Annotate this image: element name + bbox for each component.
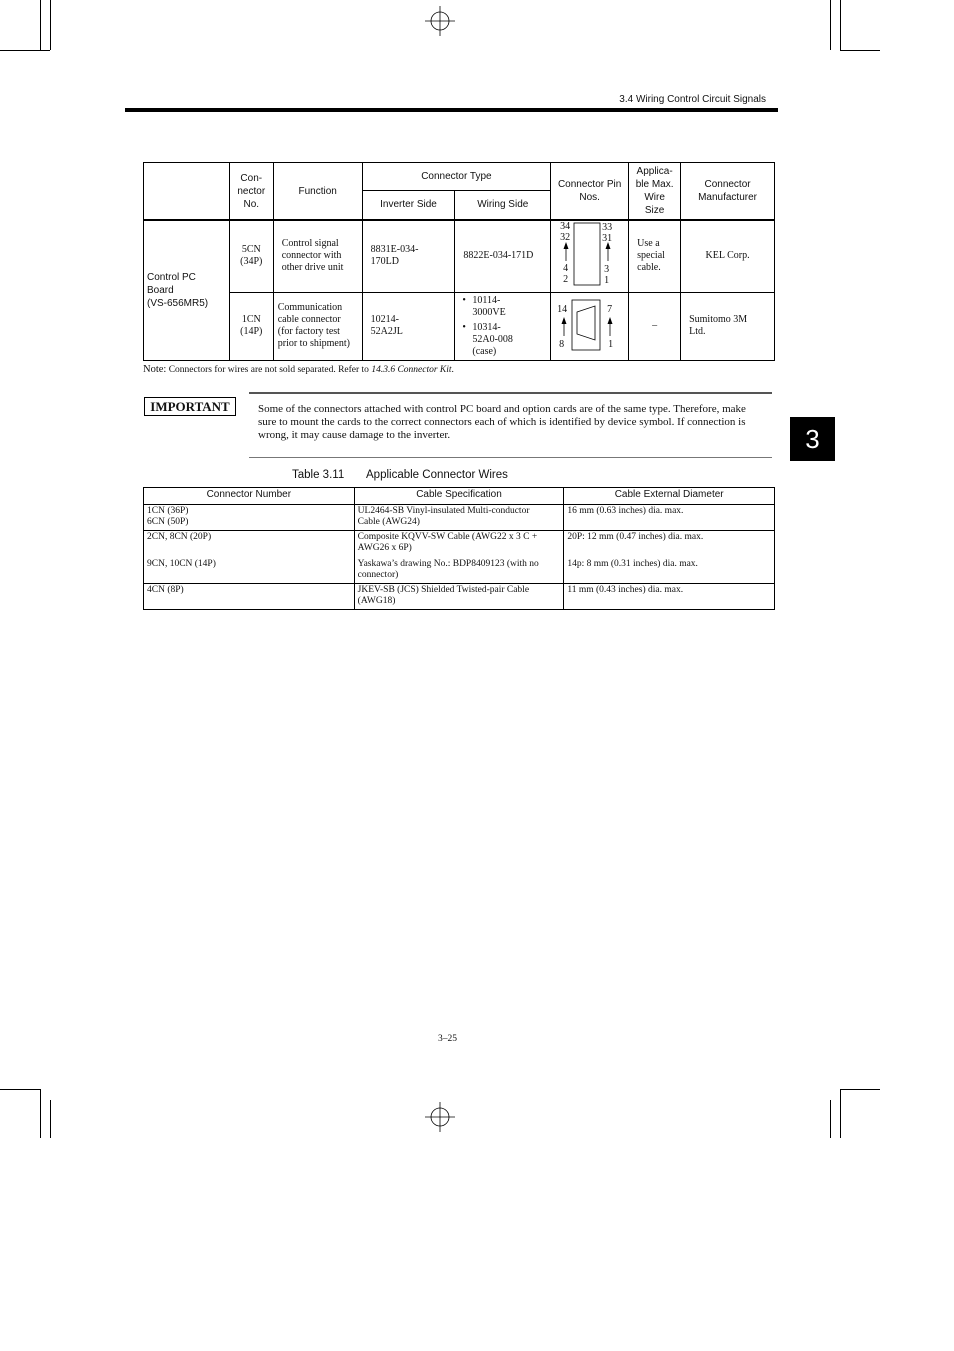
pin-diagram-cell xyxy=(551,292,629,360)
manufacturer-cell: KEL Corp. xyxy=(681,220,775,292)
important-top-rule xyxy=(249,392,772,394)
note-prefix: Note: xyxy=(143,364,167,375)
inverter-side-cell: 10214- 52A2JL xyxy=(362,292,455,360)
pin-label: 31 xyxy=(602,233,613,245)
table-row xyxy=(144,292,775,360)
section-header: 3.4 Wiring Control Circuit Signals xyxy=(619,94,766,105)
pin-label: 14 xyxy=(557,304,568,315)
header-blank xyxy=(144,163,230,221)
header-rule xyxy=(125,108,778,112)
wire-table xyxy=(143,487,775,610)
header-connector-type: Connector Type xyxy=(362,163,551,191)
cable-diameter-cell: 16 mm (0.63 inches) dia. max. xyxy=(564,505,775,531)
registration-mark-bottom xyxy=(425,1102,455,1132)
table-note xyxy=(143,364,454,375)
cable-diameter-cell: 20P: 12 mm (0.47 inches) dia. max. 14p: 8 mm (0.31 inches) dia. max. xyxy=(564,531,775,584)
cable-spec-cell: Composite KQVV-SW Cable (AWG22 x 3 C + AWG26 x 6P) Yaskawa’s drawing No.: BDP8409123 (with no connector) xyxy=(354,531,564,584)
group-label: Control PC Board (VS-656MR5) xyxy=(144,220,230,360)
important-text: Some of the connectors attached with control PC board and option cards are of the same type. Therefore, make sure to mount the cards to the correct connectors each of which is identified by device symbol. If connection is wrong, it may cause damage to the inverter. xyxy=(258,403,746,441)
pin-label: 2 xyxy=(563,274,569,286)
header-max-wire-size: Applica- ble Max. Wire Size xyxy=(629,163,681,221)
header-manufacturer: Connector Manufacturer xyxy=(681,163,775,221)
max-wire-size-cell: – xyxy=(629,292,681,360)
max-wire-size-cell: Use a special cable. xyxy=(629,220,681,292)
header-inverter-side: Inverter Side xyxy=(362,190,455,220)
pin-label: 34 xyxy=(560,221,571,233)
table-row xyxy=(144,531,775,584)
header-function: Function xyxy=(273,163,362,221)
header-connector-number: Connector Number xyxy=(144,488,355,505)
connector-number-cell: 2CN, 8CN (20P) 9CN, 10CN (14P) xyxy=(144,531,355,584)
table-row xyxy=(144,220,775,292)
wiring-side-list xyxy=(461,295,547,358)
header-wiring-side: Wiring Side xyxy=(455,190,551,220)
list-item: • 10114- 3000VE xyxy=(461,295,547,319)
function-cell: Communication cable connector (for factory test prior to shipment) xyxy=(273,292,362,360)
connector-no-cell: 5CN (34P) xyxy=(229,220,273,292)
wiring-side-cell xyxy=(455,292,551,360)
function-cell: Control signal connector with other drive unit xyxy=(273,220,362,292)
header-pin-nos: Connector Pin Nos. xyxy=(551,163,629,221)
pin-label: 4 xyxy=(563,263,569,275)
connector-number-cell: 1CN (36P) 6CN (50P) xyxy=(144,505,355,531)
table-row xyxy=(144,505,775,531)
list-item: • 10314- 52A0-008 (case) xyxy=(461,322,547,358)
connector-table xyxy=(143,162,775,361)
manufacturer-cell: Sumitomo 3M Ltd. xyxy=(681,292,775,360)
chapter-tab: 3 xyxy=(790,417,835,461)
note-end: . xyxy=(451,365,454,375)
registration-mark-top xyxy=(425,6,455,36)
note-reference: 14.3.6 Connector Kit xyxy=(371,365,452,375)
pin-label: 32 xyxy=(560,232,571,244)
table-caption-number: Table 3.11 xyxy=(292,469,345,481)
pin-label: 8 xyxy=(559,339,565,350)
wiring-side-cell: 8822E-034-171D xyxy=(455,220,551,292)
important-bottom-rule xyxy=(249,457,772,458)
cable-spec-cell: UL2464-SB Vinyl-insulated Multi-conductor Cable (AWG24) xyxy=(354,505,564,531)
table-row xyxy=(144,584,775,610)
connector-no-cell: 1CN (14P) xyxy=(229,292,273,360)
important-label: IMPORTANT xyxy=(144,397,236,416)
header-cable-spec: Cable Specification xyxy=(354,488,564,505)
pin-diagram-cell xyxy=(551,220,629,292)
pin-label: 7 xyxy=(607,304,613,315)
pin-label: 1 xyxy=(604,275,610,287)
pin-label: 1 xyxy=(608,339,614,350)
cable-diameter-cell: 11 mm (0.43 inches) dia. max. xyxy=(564,584,775,610)
note-text: Connectors for wires are not sold separated. Refer to xyxy=(168,365,369,375)
table-caption-title: Applicable Connector Wires xyxy=(366,469,508,481)
connector-number-cell: 4CN (8P) xyxy=(144,584,355,610)
header-connector-no: Con- nector No. xyxy=(229,163,273,221)
header-cable-diameter: Cable External Diameter xyxy=(564,488,775,505)
pin-label: 3 xyxy=(604,264,610,276)
cable-spec-cell: JKEV-SB (JCS) Shielded Twisted-pair Cable (AWG18) xyxy=(354,584,564,610)
inverter-side-cell: 8831E-034- 170LD xyxy=(362,220,455,292)
pin-label: 33 xyxy=(602,222,613,234)
page-number: 3–25 xyxy=(438,1034,457,1044)
